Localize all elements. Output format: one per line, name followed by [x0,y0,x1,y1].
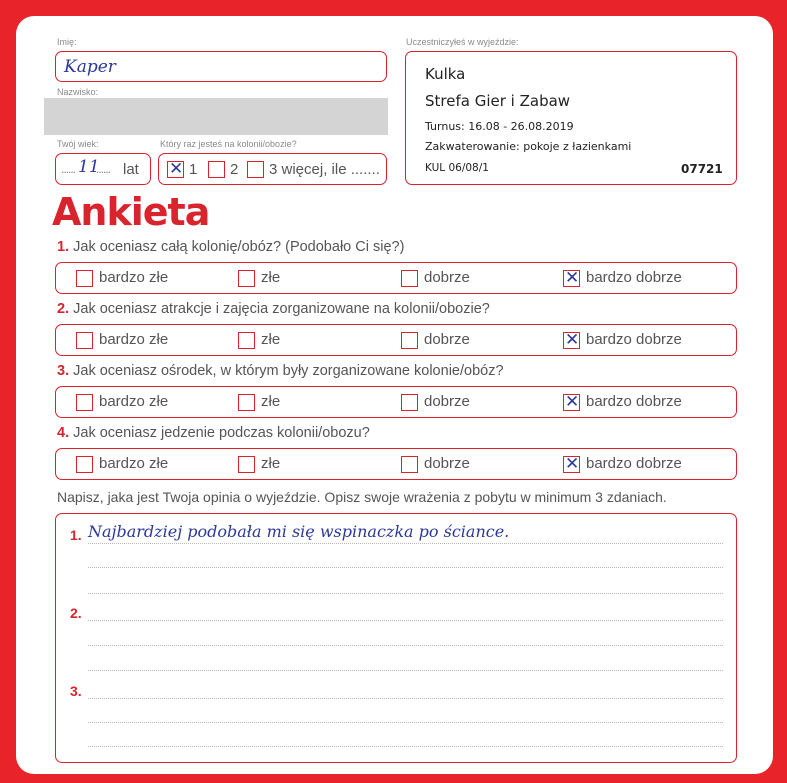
age-label: Twój wiek: [57,139,99,149]
q2-option-dobrze: dobrze [424,331,470,348]
opinion-line-2-number: 2. [70,605,82,621]
question-2-text: Jak oceniasz atrakcje i zajęcia zorganizowane na kolonii/obozie? [73,301,490,317]
first-name-label: Imię: [57,37,77,47]
question-3 [57,363,504,379]
question-4-text: Jak oceniasz jedzenie podczas kolonii/obozu? [73,425,370,441]
opinion-rule [88,670,723,671]
q4-checkbox-dobrze[interactable] [401,456,418,473]
trip-name: Kulka [425,65,466,83]
trip-info-box [405,51,737,185]
opinion-line-1-text: Najbardziej podobała mi się wspinaczka po ściance. [88,522,510,541]
question-1-answers [55,262,737,294]
opinion-rule [88,698,723,699]
q3-option-dobrze: dobrze [424,393,470,410]
age-field[interactable] [55,153,151,185]
opinion-prompt: Napisz, jaka jest Twoja opinia o wyjeździe. Opisz swoje wrażenia z pobytu w minimum 3 zdaniach. [57,489,667,505]
age-dots-left: ...... [61,162,76,176]
question-1 [57,239,404,255]
q1-option-bardzo-dobrze: bardzo dobrze [586,269,682,286]
trip-turnus: Turnus: 16.08 - 26.08.2019 [425,120,574,133]
age-value: 11 [78,157,100,177]
survey-title: Ankieta [52,190,210,234]
q4-option-dobrze: dobrze [424,455,470,472]
q3-checkbox-bardzo-dobrze[interactable] [563,394,580,411]
q4-checkbox-bardzo-zle[interactable] [76,456,93,473]
q4-option-zle: złe [261,455,281,472]
times-option-3-label: 3 więcej, ile ....... [269,161,380,178]
question-2-number: 2. [57,301,70,317]
trip-label: Uczestniczyłeś w wyjeździe: [406,37,519,47]
times-option-2-label: 2 [230,161,239,178]
times-label: Który raz jesteś na kolonii/obozie? [160,139,297,149]
q3-checkbox-bardzo-zle[interactable] [76,394,93,411]
q1-checkbox-zle[interactable] [238,270,255,287]
trip-subtitle: Strefa Gier i Zabaw [425,92,571,110]
times-checkbox-3[interactable] [247,161,264,178]
question-3-number: 3. [57,363,70,379]
q4-checkbox-bardzo-dobrze[interactable] [563,456,580,473]
trip-number: 07721 [681,162,723,176]
question-4 [57,425,370,441]
opinion-rule [88,567,723,568]
last-name-redaction [44,98,388,135]
opinion-rule [88,746,723,747]
q2-checkbox-bardzo-dobrze[interactable] [563,332,580,349]
q1-checkbox-bardzo-zle[interactable] [76,270,93,287]
opinion-rule [88,722,723,723]
times-checkbox-1[interactable] [167,161,184,178]
opinion-rule [88,645,723,646]
opinion-rule [88,543,723,544]
opinion-rule [88,593,723,594]
opinion-line-1-number: 1. [70,527,82,543]
q1-checkbox-bardzo-dobrze[interactable] [563,270,580,287]
q1-option-zle: złe [261,269,281,286]
q2-checkbox-dobrze[interactable] [401,332,418,349]
trip-accommodation: Zakwaterowanie: pokoje z łazienkami [425,140,632,153]
opinion-line-3-number: 3. [70,683,82,699]
times-option-1-label: 1 [189,161,198,178]
q2-option-bardzo-dobrze: bardzo dobrze [586,331,682,348]
q1-checkbox-dobrze[interactable] [401,270,418,287]
q4-checkbox-zle[interactable] [238,456,255,473]
age-unit: lat [123,161,139,178]
question-4-number: 4. [57,425,70,441]
q2-option-bardzo-zle: bardzo złe [99,331,169,348]
q2-checkbox-zle[interactable] [238,332,255,349]
last-name-label: Nazwisko: [57,87,99,97]
question-2 [57,301,490,317]
q3-checkbox-dobrze[interactable] [401,394,418,411]
question-4-answers [55,448,737,480]
question-2-answers [55,324,737,356]
q2-option-zle: złe [261,331,281,348]
first-name-value: Kaper [64,57,116,77]
question-3-answers [55,386,737,418]
q3-option-zle: złe [261,393,281,410]
q4-option-bardzo-dobrze: bardzo dobrze [586,455,682,472]
age-dots-right: ...... [96,162,111,176]
q4-option-bardzo-zle: bardzo złe [99,455,169,472]
times-checkbox-2[interactable] [208,161,225,178]
q3-checkbox-zle[interactable] [238,394,255,411]
question-1-number: 1. [57,239,70,255]
opinion-rule [88,620,723,621]
opinion-box[interactable] [55,513,737,763]
times-field [158,153,387,185]
question-1-text: Jak oceniasz całą kolonię/obóz? (Podobało Ci się?) [73,239,405,255]
q3-option-bardzo-dobrze: bardzo dobrze [586,393,682,410]
question-3-text: Jak oceniasz ośrodek, w którym były zorganizowane kolonie/obóz? [73,363,504,379]
q1-option-bardzo-zle: bardzo złe [99,269,169,286]
q1-option-dobrze: dobrze [424,269,470,286]
q2-checkbox-bardzo-zle[interactable] [76,332,93,349]
q3-option-bardzo-zle: bardzo złe [99,393,169,410]
first-name-field[interactable] [55,51,387,82]
trip-code: KUL 06/08/1 [425,162,489,174]
